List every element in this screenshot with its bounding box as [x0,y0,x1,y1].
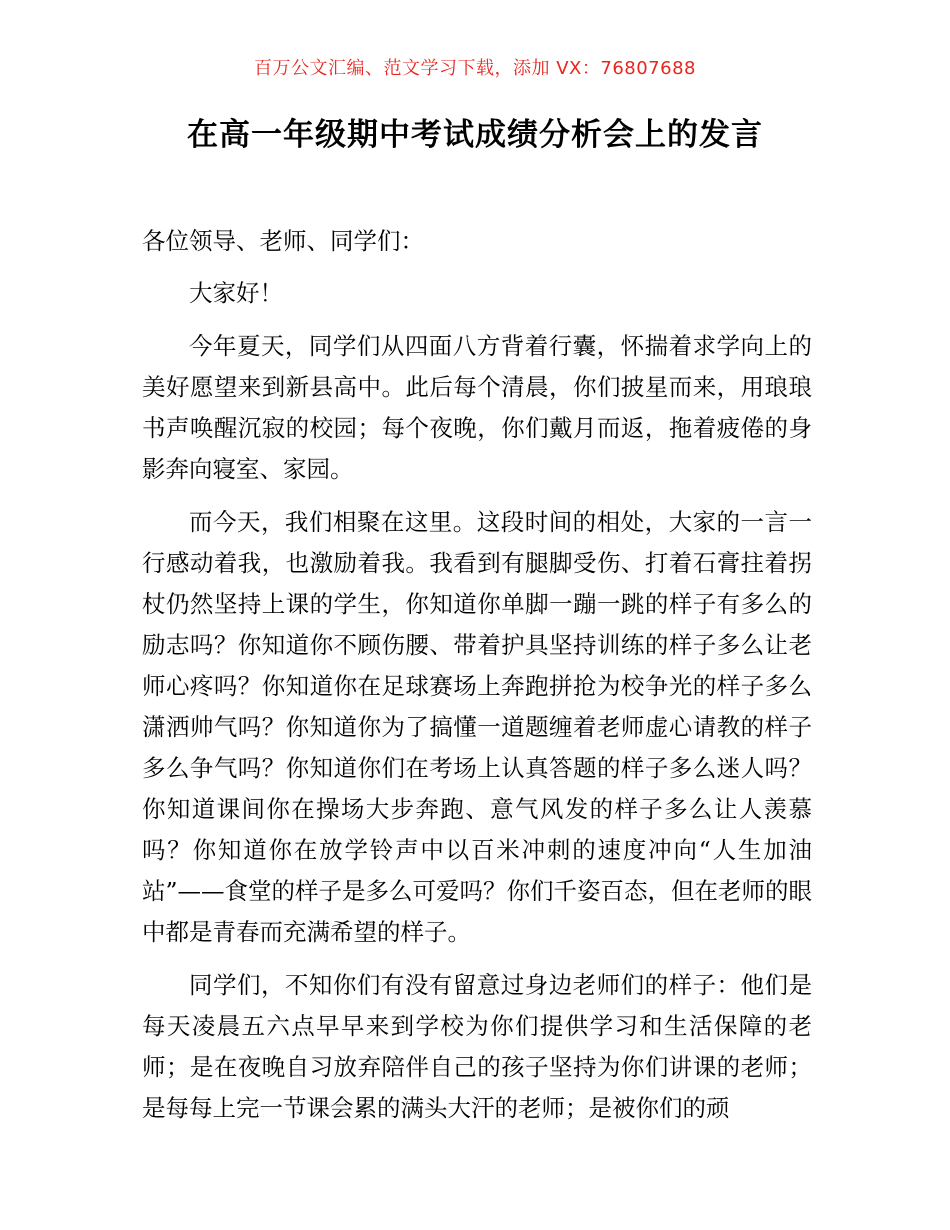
salutation: 各位领导、老师、同学们： [142,227,424,255]
document-title: 在高一年级期中考试成绩分析会上的发言 [187,117,763,153]
paragraph-greeting: 大家好！ [189,279,283,307]
paragraph-student-moments: 而今天，我们相聚在这里。这段时间的相处，大家的一言一行感动着我，也激励着我。我看到有腿脚受伤、打着石膏拄着拐杖仍然坚持上课的学生，你知道你单脚一蹦一跳的样子有多么的励志吗？你知道你不顾伤腰、带着护具坚持训练的样子多么让老师心疼吗？你知道你在足球赛场上奔跑拼抢为校争光的样子多么潇洒帅气吗？你知道你为了搞懂一道题缠着老师虚心请教的样子多么争气吗？你知道你们在考场上认真答题的样子多么迷人吗？你知道课间你在操场大步奔跑、意气风发的样子多么让人羡慕吗？你知道你在放学铃声中以百米冲刺的速度冲向“人生加油站”——食堂的样子是多么可爱吗？你们千姿百态，但在老师的眼中都是青春而充满希望的样子。 [142,508,813,946]
watermark-banner: 百万公文汇编、范文学习下载，添加 VX：76807688 [254,58,696,79]
paragraph-teachers: 同学们，不知你们有没有留意过身边老师们的样子：他们是每天凌晨五六点早早来到学校为你们提供学习和生活保障的老师；是在夜晚自习放弃陪伴自己的孩子坚持为你们讲课的老师；是每每上完一节课会累的满头大汗的老师；是被你们的顽 [142,971,812,1122]
document-body [142,221,812,1141]
paragraph-summer-arrival: 今年夏天，同学们从四面八方背着行囊，怀揣着求学向上的美好愿望来到新县高中。此后每个清晨，你们披星而来，用琅琅书声唤醒沉寂的校园；每个夜晚，你们戴月而返，拖着疲倦的身影奔向寝室、家园。 [142,332,812,483]
